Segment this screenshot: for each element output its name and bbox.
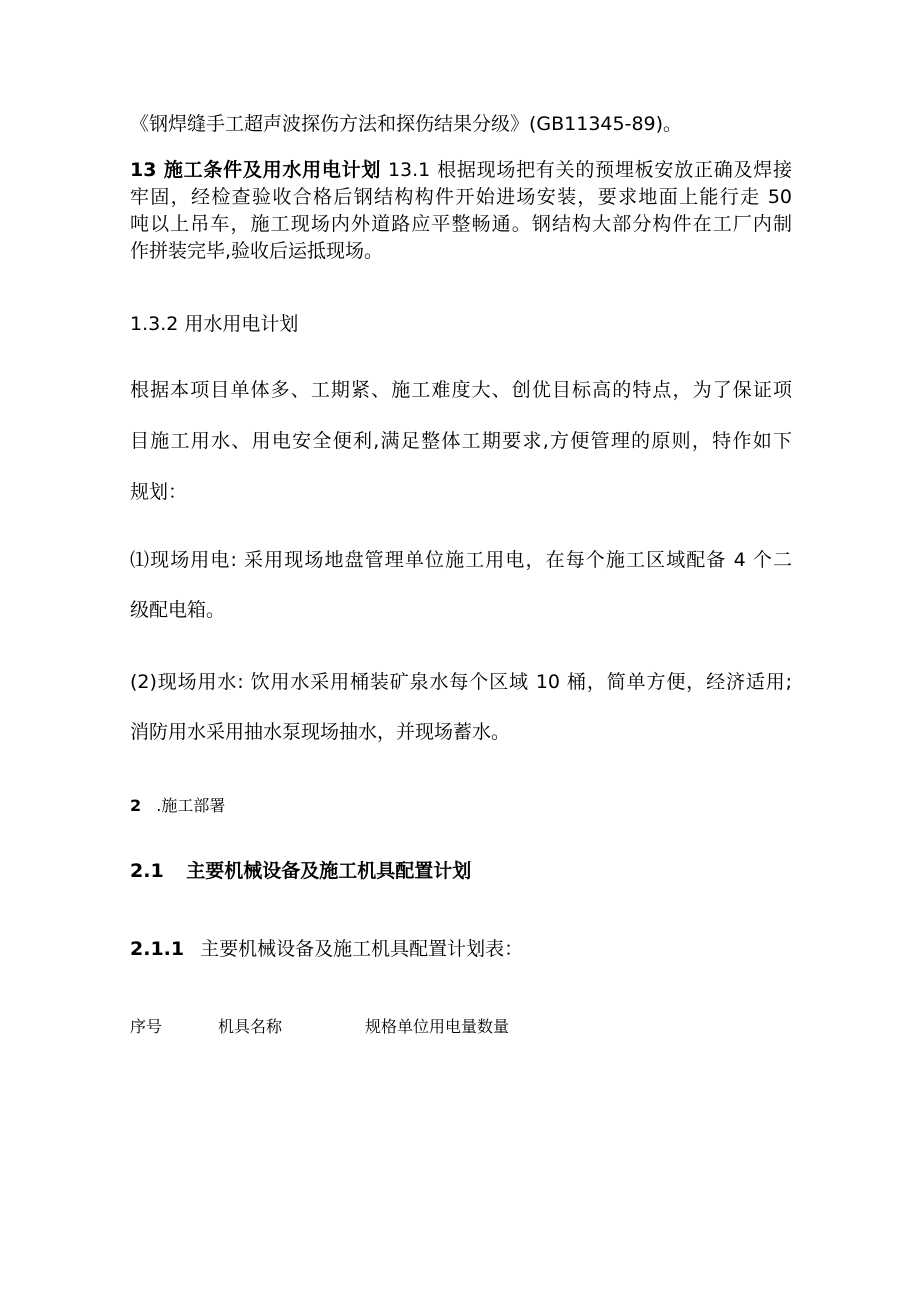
section-2-title: .施工部署 bbox=[156, 796, 226, 815]
section-13-line-3: 吨以上吊车，施工现场内外道路应平整畅通。钢结构大部分构件在工厂内制 bbox=[130, 213, 792, 235]
section-211-heading bbox=[130, 936, 523, 962]
section-2-heading bbox=[130, 793, 225, 819]
section-21-title: 主要机械设备及施工机具配置计划 bbox=[186, 860, 472, 882]
section-13-line-4: 作拼装完毕,验收后运抵现场。 bbox=[130, 240, 384, 262]
table-header-spec-unit-power-quantity: 规格单位用电量数量 bbox=[365, 1017, 510, 1036]
section-13-line-2: 牢固，经检查验收合格后钢结构构件开始进场安装，要求地面上能行走 50 bbox=[130, 186, 792, 208]
section-21-heading bbox=[130, 858, 471, 884]
section-132-heading: 1.3.2 用水用电计划 bbox=[130, 313, 299, 335]
standard-reference-line: 《钢焊缝手工超声波探伤方法和探伤结果分级》(GB11345-89)。 bbox=[130, 113, 683, 135]
section-211-number: 2.1.1 bbox=[130, 938, 185, 960]
section-13-heading: 13 施工条件及用水用电计划 bbox=[130, 159, 382, 181]
section-13-line-1 bbox=[130, 157, 792, 183]
section-21-number: 2.1 bbox=[130, 860, 164, 882]
section-211-title: 主要机械设备及施工机具配置计划表： bbox=[200, 938, 524, 960]
electricity-line-1: ⑴现场用电: 采用现场地盘管理单位施工用电，在每个施工区域配备 4 个二 bbox=[130, 549, 792, 571]
water-line-1: (2)现场用水: 饮用水采用桶装矿泉水每个区域 10 桶，简单方便，经济适用; bbox=[130, 671, 792, 693]
water-line-2: 消防用水采用抽水泵现场抽水，并现场蓄水。 bbox=[130, 721, 511, 743]
table-header-machine-name: 机具名称 bbox=[218, 1017, 283, 1036]
paragraph-1-line-3: 规划： bbox=[130, 481, 188, 503]
electricity-line-2: 级配电箱。 bbox=[130, 599, 226, 621]
table-header-index: 序号 bbox=[130, 1017, 163, 1036]
paragraph-1-line-1: 根据本项目单体多、工期紧、施工难度大、创优目标高的特点，为了保证项 bbox=[130, 379, 792, 401]
section-13-1-text: 13.1 根据现场把有关的预埋板安放正确及焊接 bbox=[381, 159, 792, 181]
table-header-row bbox=[130, 1014, 792, 1040]
paragraph-1-line-2: 目施工用水、用电安全便利,满足整体工期要求,方便管理的原则，特作如下 bbox=[130, 430, 792, 452]
section-2-number: 2 bbox=[130, 796, 142, 815]
